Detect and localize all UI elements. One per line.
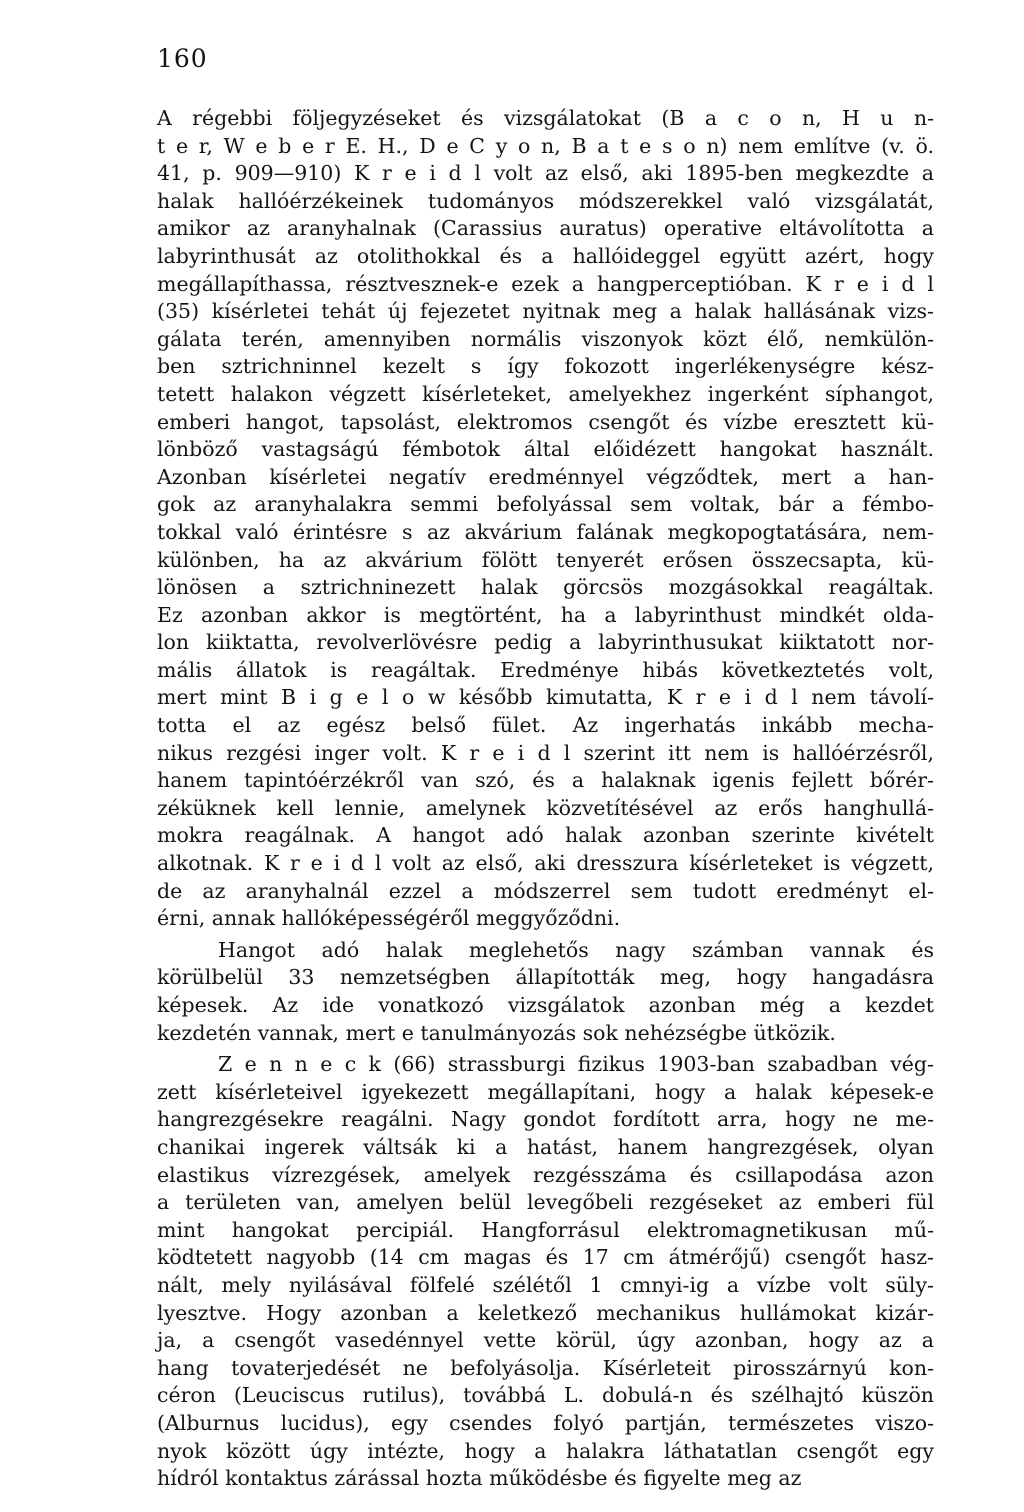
text-line: ködtetett nagyobb (14 cm magas és 17 cm átmérőjű) csengőt hasz- xyxy=(157,1245,934,1270)
text-line: Ez azonban akkor is megtörtént, ha a labyrinthust mindkét olda- xyxy=(157,602,934,627)
text-line: emberi hangot, tapsolást, elektromos csengőt és vízbe eresztett kü- xyxy=(157,409,934,434)
text-line: A régebbi följegyzéseket és vizsgálatokat (B a c o n, H u n- xyxy=(157,106,934,130)
text-line: lönböző vastagságú fémbotok által előidézett hangokat használt. xyxy=(157,437,934,462)
text-line: t e r, W e b e r E. H., D e C y o n, B a t e s o n) nem említve (v. ö. xyxy=(157,133,934,158)
paragraph xyxy=(157,105,934,933)
text-line: zéküknek kell lennie, amelynek közvetítésével az erős hanghullá- xyxy=(157,795,934,820)
text-line: nikus rezgési inger volt. K r e i d l szerint itt nem is hallóérzésről, xyxy=(157,740,934,765)
text-line: zett kísérleteivel igyekezett megállapítani, hogy a halak képesek-e xyxy=(157,1079,934,1104)
text-line: chanikai ingerek váltsák ki a hatást, hanem hangrezgések, olyan xyxy=(157,1134,934,1159)
text-line: hangrezgésekre reagálni. Nagy gondot fordított arra, hogy ne me- xyxy=(157,1107,934,1132)
text-line: céron (Leuciscus rutilus), továbbá L. dobulá-n és szélhajtó küszön xyxy=(157,1383,934,1408)
text-line: de az aranyhalnál ezzel a módszerrel sem tudott eredményt el- xyxy=(157,878,934,903)
text-line: hídról kontaktus zárással hozta működésbe és figyelte meg az xyxy=(157,1466,802,1491)
text-line: ben sztrichninnel kezelt s így fokozott ingerlékenységre kész- xyxy=(157,354,934,379)
text-line: elastikus vízrezgések, amelyek rezgésszáma és csillapodása azon xyxy=(157,1162,934,1187)
text-line: Azonban kísérletei negatív eredménnyel végződtek, mert a han- xyxy=(157,464,934,489)
text-line: különben, ha az akvárium fölött tenyerét erősen összecsapta, kü- xyxy=(157,547,934,572)
text-line: érni, annak hallóképességéről meggyőződni. xyxy=(157,906,621,931)
text-line: gálata terén, amennyiben normális viszonyok közt élő, nemkülön- xyxy=(157,326,934,351)
text-line: halak hallóérzékeinek tudományos módszerekkel való vizsgálatát, xyxy=(157,188,934,213)
text-line: lönösen a sztrichninezett halak görcsös mozgásokkal reagáltak. xyxy=(157,575,934,600)
text-line: ja, a csengőt vasedénnyel vette körül, úgy azonban, hogy az a xyxy=(157,1328,934,1353)
text-line: képesek. Az ide vonatkozó vizsgálatok azonban még a kezdet xyxy=(157,993,934,1017)
text-line: nált, mely nyilásával fölfelé szélétől 1 cmnyi-ig a vízbe volt süly- xyxy=(157,1272,934,1297)
text-line: Z e n n e c k (66) strassburgi fizikus 1903-ban szabadban vég- xyxy=(218,1052,934,1077)
body-text xyxy=(157,105,934,1493)
text-line: lyesztve. Hogy azonban a keletkező mechanikus hullámokat kizár- xyxy=(157,1300,934,1325)
text-line: kezdetén vannak, mert e tanulmányozás sok nehézségbe ütközik. xyxy=(157,1020,836,1045)
text-line: tokkal való érintésre s az akvárium falának megkopogtatására, nem- xyxy=(157,519,934,544)
text-line: (Alburnus lucidus), egy csendes folyó partján, természetes viszo- xyxy=(157,1410,934,1435)
page-number: 160 xyxy=(157,44,208,73)
text-line: mint hangokat percipiál. Hangforrásul elektromagnetikusan mű- xyxy=(157,1217,934,1242)
paragraph xyxy=(157,937,934,1047)
text-line: 41, p. 909—910) K r e i d l volt az első, aki 1895-ben megkezdte a xyxy=(157,161,934,186)
text-line: megállapíthassa, résztvesznek-e ezek a hangperceptióban. K r e i d l xyxy=(157,271,934,296)
text-line: alkotnak. K r e i d l volt az első, aki dresszura kísérleteket is végzett, xyxy=(157,851,934,876)
text-line: gok az aranyhalakra semmi befolyással sem voltak, bár a fémbo- xyxy=(157,492,934,517)
paragraph xyxy=(157,1051,934,1493)
text-line: labyrinthusát az otolithokkal és a hallóideggel együtt azért, hogy xyxy=(157,243,934,268)
text-line: mokra reagálnak. A hangot adó halak azonban szerinte kivételt xyxy=(157,823,934,848)
text-line: lon kiiktatta, revolverlövésre pedig a labyrinthusukat kiiktatott nor- xyxy=(157,630,934,655)
text-line: amikor az aranyhalnak (Carassius auratus) operative eltávolította a xyxy=(157,216,934,241)
text-line: totta el az egész belső fület. Az ingerhatás inkább mecha- xyxy=(157,713,934,738)
text-line: mális állatok is reagáltak. Eredménye hibás következtetés volt, xyxy=(157,657,934,682)
text-line: a területen van, amelyen belül levegőbeli rezgéseket az emberi fül xyxy=(157,1190,934,1215)
text-line: mert mint B i g e l o w később kimutatta, K r e i d l nem távolí- xyxy=(157,685,934,710)
text-line: hang tovaterjedését ne befolyásolja. Kísérleteit pirosszárnyú kon- xyxy=(157,1355,934,1380)
text-line: Hangot adó halak meglehetős nagy számban vannak és xyxy=(218,937,934,962)
text-line: (35) kísérletei tehát új fejezetet nyitnak meg a halak hallásának vizs- xyxy=(157,299,934,324)
text-line: nyok között úgy intézte, hogy a halakra láthatatlan csengőt egy xyxy=(157,1438,934,1463)
text-line: körülbelül 33 nemzetségben állapították meg, hogy hangadásra xyxy=(157,965,934,990)
text-line: tetett halakon végzett kísérleteket, amelyekhez ingerként síphangot, xyxy=(157,381,934,406)
text-line: hanem tapintóérzékről van szó, és a halaknak igenis fejlett bőrér- xyxy=(157,768,934,793)
